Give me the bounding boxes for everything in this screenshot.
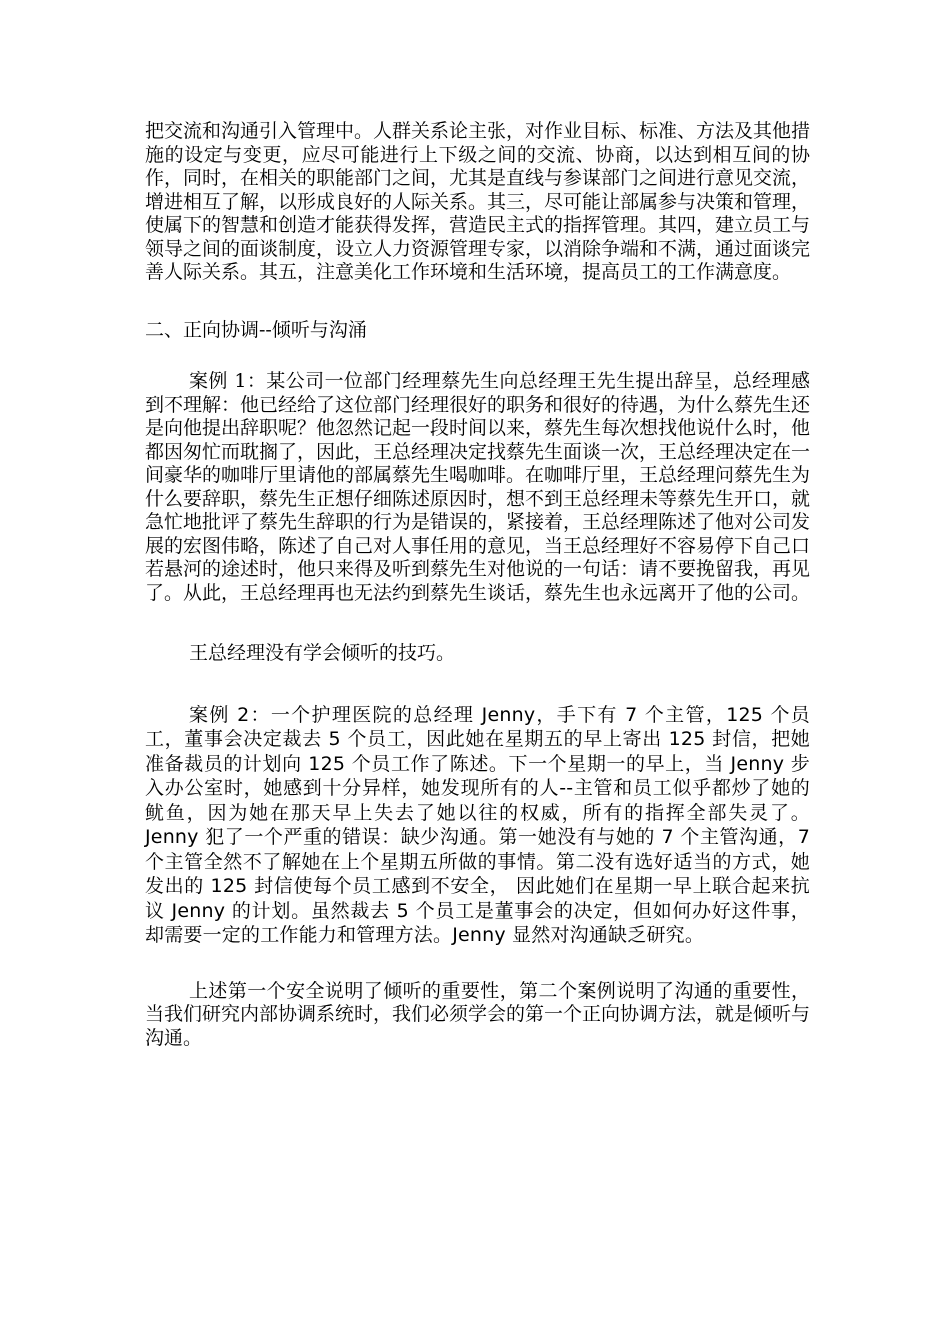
document-page (145, 120, 810, 1050)
paragraph-summary: 上述第一个安全说明了倾听的重要性，第二个案例说明了沟通的重要性，当我们研究内部协调系统时，我们必须学会的第一个正向协调方法，就是倾听与沟通。 (145, 979, 811, 1049)
paragraph-case-1-note: 王总经理没有学会倾听的技巧。 (189, 642, 456, 664)
paragraph-case-1: 案例 1：某公司一位部门经理蔡先生向总经理王先生提出辞呈，总经理感到不理解：他已经给了这位部门经理很好的职务和很好的待遇，为什么蔡先生还是向他提出辞职呢？他忽然记起一段时间以来，蔡先生每次想找他说什么时，他都因匆忙而耽搁了，因此，王总经理决定找蔡先生面谈一次，王总经理决定在一间豪华的咖啡厅里请他的部属蔡先生喝咖啡。在咖啡厅里，王总经理问蔡先生为什么要辞职，蔡先生正想仔细陈述原因时，想不到王总经理未等蔡先生开口，就急忙地批评了蔡先生辞职的行为是错误的，紧接着，王总经理陈述了他对公司发展的宏图伟略，陈述了自己对人事任用的意见，当王总经理好不容易停下自己口若悬河的途述时，他只来得及听到蔡先生对他说的一句话：请不要挽留我，再见了。从此，王总经理再也无法约到蔡先生谈话，蔡先生也永远离开了他的公司。 (145, 370, 811, 604)
section-heading: 二、正向协调--倾听与沟涌 (145, 318, 367, 341)
paragraph-intro: 把交流和沟通引入管理中。人群关系论主张，对作业目标、标准、方法及其他措施的设定与变更，应尽可能进行上下级之间的交流、协商，以达到相互间的协作，同时，在相关的职能部门之间，尤其是直线与参谋部门之间进行意见交流，增进相互了解，以形成良好的人际关系。其三，尽可能让部属参与决策和管理，使属下的智慧和创造才能获得发挥，营造民主式的指挥管理。其四，建立员工与领导之间的面谈制度，设立人力资源管理专家，以消除争端和不满，通过面谈完善人际关系。其五，注意美化工作环境和生活环境，提高员工的工作满意度。 (145, 120, 811, 283)
paragraph-case-2: 案例 2：一个护理医院的总经理 Jenny，手下有 7 个主管，125 个员工，董事会决定裁去 5 个员工，因此她在星期五的早上寄出 125 封信，把她准备裁员的计划向 125 个员工作了陈述。下一个星期一的早上，当 Jenny 步入办公室时，她感到十分异样，她发现所有的人--主管和员工似乎都炒了她的鱿鱼，因为她在那天早上失去了她以往的权威，所有的指挥全部失灵了。Jenny 犯了一个严重的错误：缺少沟通。第一她没有与她的 7 个主管沟通，7 个主管全然不了解她在上个星期五所做的事情。第二没有选好适当的方式，她发出的 125 封信使每个员工感到不安全， 因此她们在星期一早上联合起来抗议 Jenny 的计划。虽然裁去 5 个员工是董事会的决定，但如何办好这件事， 却需要一定的工作能力和管理方法。Jenny 显然对沟通缺乏研究。 (145, 703, 810, 946)
